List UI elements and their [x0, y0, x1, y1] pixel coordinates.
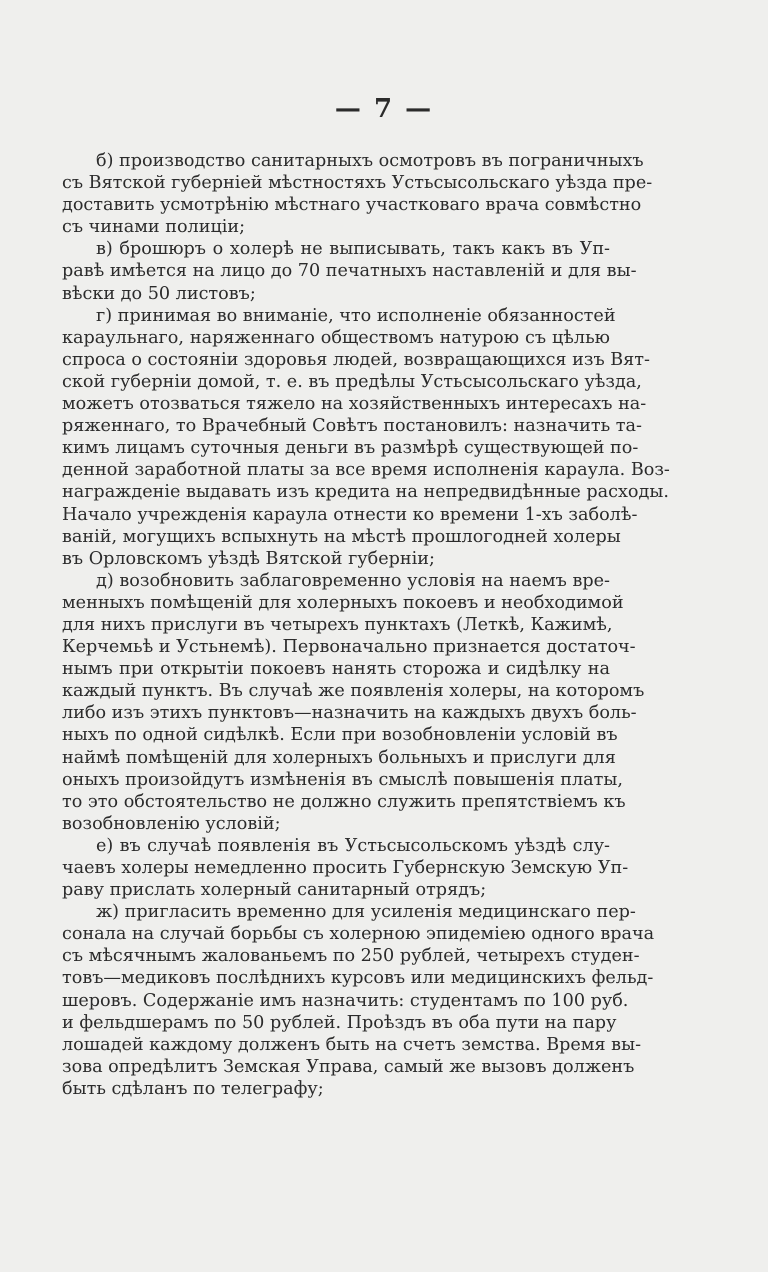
text-line: либо изъ этихъ пунктовъ—назначить на каждыхъ двухъ боль- [62, 703, 637, 724]
paragraph [62, 570, 645, 835]
text-line: д) возобновить заблаговременно условія на наемъ вре- [96, 570, 610, 591]
text-line: вѣски до 50 листовъ; [62, 283, 256, 304]
text-line: съ Вятской губерніей мѣстностяхъ Устьсысольскаго уѣзда пре- [62, 173, 653, 194]
text-line: возобновленію условій; [62, 813, 281, 834]
text-line: оныхъ произойдутъ измѣненія въ смыслѣ повышенія платы, [62, 769, 623, 790]
text-line: караульнаго, наряженнаго обществомъ натурою съ цѣлью [62, 327, 610, 348]
text-line: быть сдѣланъ по телеграфу; [62, 1078, 324, 1099]
text-line: ныхъ по одной сидѣлкѣ. Если при возобновленіи условій въ [62, 725, 618, 746]
text-line: нымъ при открытіи покоевъ нанять сторожа и сидѣлку на [62, 659, 610, 680]
text-line: зова опредѣлитъ Земская Управа, самый же вызовъ долженъ [62, 1056, 635, 1077]
text-line: шеровъ. Содержаніе имъ назначить: студентамъ по 100 руб. [62, 990, 629, 1011]
text-line: спроса о состояніи здоровья людей, возвращающихся изъ Вят- [62, 349, 650, 370]
text-line: ж) пригласить временно для усиленія медицинскаго пер- [96, 902, 636, 923]
text-line: ряженнаго, то Врачебный Совѣтъ постановилъ: назначить та- [62, 416, 642, 437]
text-line: кимъ лицамъ суточныя деньги въ размѣрѣ существующей по- [62, 438, 639, 459]
body-text [62, 150, 670, 1100]
text-line: наймѣ помѣщеній для холерныхъ больныхъ и прислуги для [62, 747, 616, 768]
paragraph [62, 305, 670, 570]
paragraph [62, 901, 655, 1100]
text-line: денной заработной платы за все время исполненія караула. Воз- [62, 460, 670, 481]
text-line: в) брошюръ о холерѣ не выписывать, такъ какъ въ Уп- [96, 239, 610, 260]
text-line: товъ—медиковъ послѣднихъ курсовъ или медицинскихъ фельд- [62, 968, 654, 989]
text-line: сонала на случай борьбы съ холерною эпидеміею одного врача [62, 924, 655, 945]
text-line: е) въ случаѣ появленія въ Устьсысольскомъ уѣздѣ слу- [96, 835, 610, 856]
text-line: г) принимая во вниманіе, что исполненіе обязанностей [96, 305, 616, 326]
text-line: ской губерніи домой, т. е. въ предѣлы Устьсысольскаго уѣзда, [62, 371, 642, 392]
page-number: — 7 — [334, 94, 434, 124]
text-line: ваній, могущихъ вспыхнуть на мѣстѣ прошлогодней холеры [62, 526, 621, 547]
text-line: лошадей каждому долженъ быть на счетъ земства. Время вы- [62, 1034, 642, 1055]
text-line: для нихъ прислуги въ четырехъ пунктахъ (Леткѣ, Кажимѣ, [62, 614, 613, 635]
text-line: менныхъ помѣщеній для холерныхъ покоевъ и необходимой [62, 592, 624, 613]
text-line: въ Орловскомъ уѣздѣ Вятской губерніи; [62, 548, 435, 569]
text-line: можетъ отозваться тяжело на хозяйственныхъ интересахъ на- [62, 394, 647, 415]
text-line: равѣ имѣется на лицо до 70 печатныхъ наставленій и для вы- [62, 261, 637, 282]
paragraph [62, 238, 637, 304]
text-line: каждый пунктъ. Въ случаѣ же появленія холеры, на которомъ [62, 681, 645, 702]
text-line: Керчемьѣ и Устьнемѣ). Первоначально признается достаточ- [62, 637, 636, 658]
text-line: доставить усмотрѣнію мѣстнаго участковаго врача совмѣстно [62, 195, 642, 216]
text-line: то это обстоятельство не должно служить препятствіемъ къ [62, 791, 626, 812]
text-line: и фельдшерамъ по 50 рублей. Проѣздъ въ оба пути на пару [62, 1012, 617, 1033]
text-line: чаевъ холеры немедленно просить Губернскую Земскую Уп- [62, 858, 629, 878]
text-line: раву прислать холерный санитарный отрядъ; [62, 880, 487, 901]
text-line: награжденіе выдавать изъ кредита на непредвидѣнные расходы. [62, 482, 669, 503]
text-line: Начало учрежденія караула отнести ко времени 1-хъ заболѣ- [62, 504, 638, 525]
paragraph [62, 835, 629, 901]
text-line: съ чинами полиціи; [62, 217, 246, 238]
paragraph [62, 150, 653, 238]
text-line: б) производство санитарныхъ осмотровъ въ пограничныхъ [96, 151, 644, 171]
text-line: съ мѣсячнымъ жалованьемъ по 250 рублей, четырехъ студен- [62, 946, 640, 967]
